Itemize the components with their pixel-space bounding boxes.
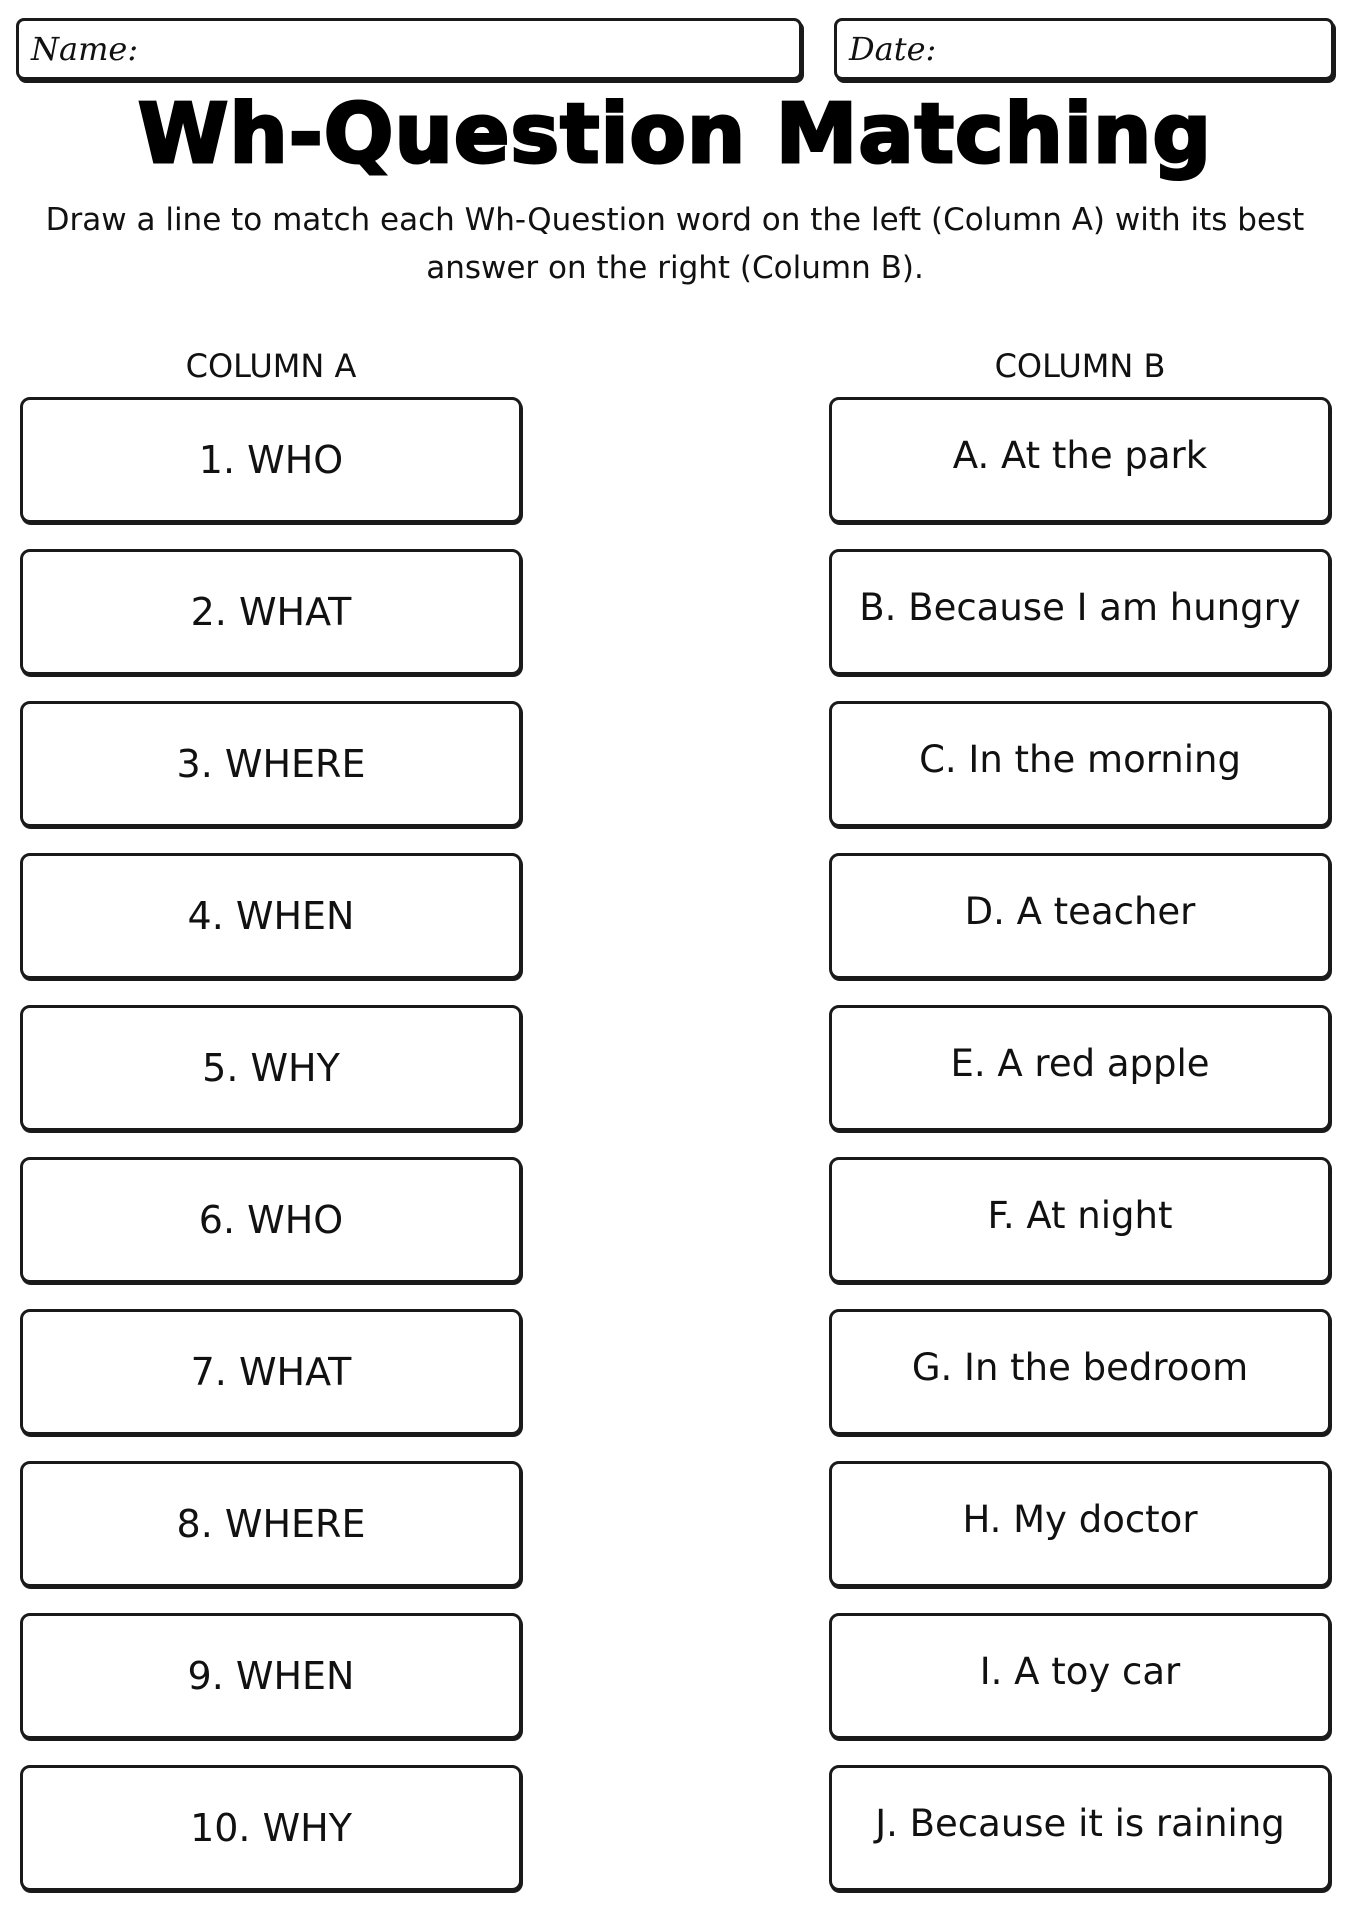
answer-box-e[interactable]: E. A red apple [829,1005,1331,1131]
column-b [829,397,1331,1917]
date-field[interactable] [834,18,1334,80]
question-box-8[interactable]: 8. WHERE [20,1461,522,1587]
question-box-4[interactable]: 4. WHEN [20,853,522,979]
answer-box-h[interactable]: H. My doctor [829,1461,1331,1587]
question-box-9[interactable]: 9. WHEN [20,1613,522,1739]
page-title: Wh-Question Matching [137,87,1213,182]
answer-box-b[interactable]: B. Because I am hungry [829,549,1331,675]
name-label: Name: [31,30,139,68]
question-box-2[interactable]: 2. WHAT [20,549,522,675]
date-label: Date: [849,30,937,68]
column-b-header: COLUMN B [994,347,1166,385]
answer-box-g[interactable]: G. In the bedroom [829,1309,1331,1435]
answer-box-f[interactable]: F. At night [829,1157,1331,1283]
answer-box-c[interactable]: C. In the morning [829,701,1331,827]
question-box-1[interactable]: 1. WHO [20,397,522,523]
name-field[interactable] [16,18,802,80]
question-box-5[interactable]: 5. WHY [20,1005,522,1131]
answer-box-j[interactable]: J. Because it is raining [829,1765,1331,1891]
question-box-10[interactable]: 10. WHY [20,1765,522,1891]
answer-box-d[interactable]: D. A teacher [829,853,1331,979]
question-box-3[interactable]: 3. WHERE [20,701,522,827]
answer-box-i[interactable]: I. A toy car [829,1613,1331,1739]
answer-box-a[interactable]: A. At the park [829,397,1331,523]
instructions: Draw a line to match each Wh-Question word on the left (Column A) with its best answer on the right (Column B). [45,202,1305,286]
question-box-6[interactable]: 6. WHO [20,1157,522,1283]
column-a-header: COLUMN A [185,347,357,385]
question-box-7[interactable]: 7. WHAT [20,1309,522,1435]
column-a [20,397,522,1917]
